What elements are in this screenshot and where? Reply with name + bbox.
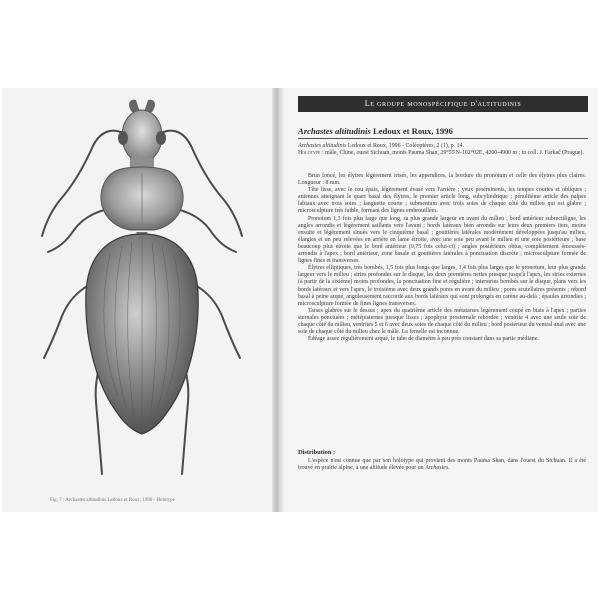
- holotype-text: : mâle, Chine, ouest Sichuan, monts Pauma Shan, 29°55'N-102°02E, 4200-4900 m ; in coll. J. Farkač (Prague).: [320, 150, 584, 157]
- title-rule: [298, 138, 588, 139]
- distribution-text: [298, 458, 586, 472]
- figure-caption: Fig. 7 : Archastes altitudinis Ledoux et Roux, 1996 - Holotype: [50, 498, 175, 503]
- paragraph-elytra: Élytres elliptiques, très bombés, 1,5 fois plus longs que larges, 1,4 fois plus larges que le pronotum, leur plus grande largeur vers le milieu ; stries profondes sur le disque, les deux premières nettes presque jusqu'à l'apex, les stries externes (à partir de la sixième) moins profondes, la ponctuation fine et régulière ; interstries bombés sur le disque, plans vers les bords latéraux et vers l'apex, le troisième avec deux grands pores en avant du milieu ; pores scutellaires présents ; rebord basal à peine arqué, anguleusement raccordé aux bords latéraux qui sont prolongés en carène au-delà ; épaules arrondies ; microsculpture formée de fines lignes transverses.: [298, 265, 586, 307]
- paragraph-head: Tête lisse, avec le cou épais, légèrement évasé vers l'arrière ; yeux proéminents, les tempes courtes et obliques ; antennes atteignant le quart basal des élytres, le premier article long, subcylindrique ; pénultième article des palpes labiaux avec trois soies ; languette courte ; submentum avec trois soies de chaque côté du milieu qui est glabre ; microsculpture très faible, formant des lignes embrouillées.: [298, 187, 586, 215]
- reference-block: [298, 143, 586, 157]
- species-title: [298, 126, 453, 136]
- distribution-sentence: L'espèce n'est connue que par son holotype qui provient des monts Pauma Shan, dans l'ouest du Sichuan. Il a été trouvé en prairie alpine, à une altitude élevée pour un: [298, 458, 586, 472]
- distribution-heading: Distribution :: [298, 449, 336, 456]
- paragraph-aedeagus: Édéage assez régulièrement arqué, le tube de diamètre à peu près constant dans sa partie médiane.: [308, 336, 539, 343]
- reference-citation: Ledoux et Roux, 1996 - Coléoptères, 2 (1), p. 14.: [346, 143, 465, 149]
- paragraph-tarsi: Tarses glabres sur le dessus ; apex du quatrième article des métatarses légèrement coupé en biais à l'apex ; parties sternales ponctuées ; métépisternes presque lisses ; apophyse prosternale rebordée ; ventrite 4 avec une seule soie de chaque côté du milieu, ventrites 5 et 6 avec deux soies de chaque côté du milieu ; bord postérieur du ventral anal avec une soie de chaque côté du milieu chez le mâle. La femelle est inconnue.: [298, 307, 586, 336]
- reference-species: Archastes altitudinis: [298, 143, 347, 149]
- paragraph-coloration: Brun foncé, les élytres légèrement irisés, les appendices, la bordure du pronotum et celle des élytres plus claires. Longueur : 8 mm.: [298, 173, 586, 187]
- description-body: [298, 173, 586, 343]
- species-authors: Ledoux et Roux, 1996: [373, 126, 453, 136]
- right-page: [284, 88, 598, 512]
- distribution-end: .: [448, 465, 450, 472]
- section-header: Le groupe monospécifique d'altitudinis: [298, 96, 588, 112]
- distribution-genus: Archastes: [425, 465, 449, 472]
- beetle-illustration: [22, 96, 262, 488]
- holotype-line: [298, 150, 586, 157]
- holotype-label: Holotype: [298, 150, 321, 157]
- distribution-paragraph: [298, 458, 586, 472]
- left-page: [2, 88, 272, 512]
- paragraph-pronotum: Pronotum 1,3 fois plus large que long, sa plus grande largeur en avant du milieu ; bord antérieur subrectiligne, les angles arrondis et légèrement saillants vers l'avant ; bords latéraux bien arrondis sur leurs deux premiers tiers, moins ensuite et légèrement sinués vers le cinquième basal ; gouttières latérales modérément développées jusqu'au milieu, élargies et un peu relevées en arrière en lame étroite, avec une soie peu avant le milieu et une soie postérieure ; base beaucoup plus étroite que le bord antérieur (0,75 fois celui-ci) ; angles postérieurs obtus, complètement émoussés-arrondis à l'apex ; bord antérieur, zone basale et gouttières latérales à ponctuation discrète ; microsculpture formée de lignes fines et transverses.: [298, 215, 586, 265]
- book-gutter: [272, 88, 284, 512]
- species-name: Archastes altitudinis: [298, 126, 371, 136]
